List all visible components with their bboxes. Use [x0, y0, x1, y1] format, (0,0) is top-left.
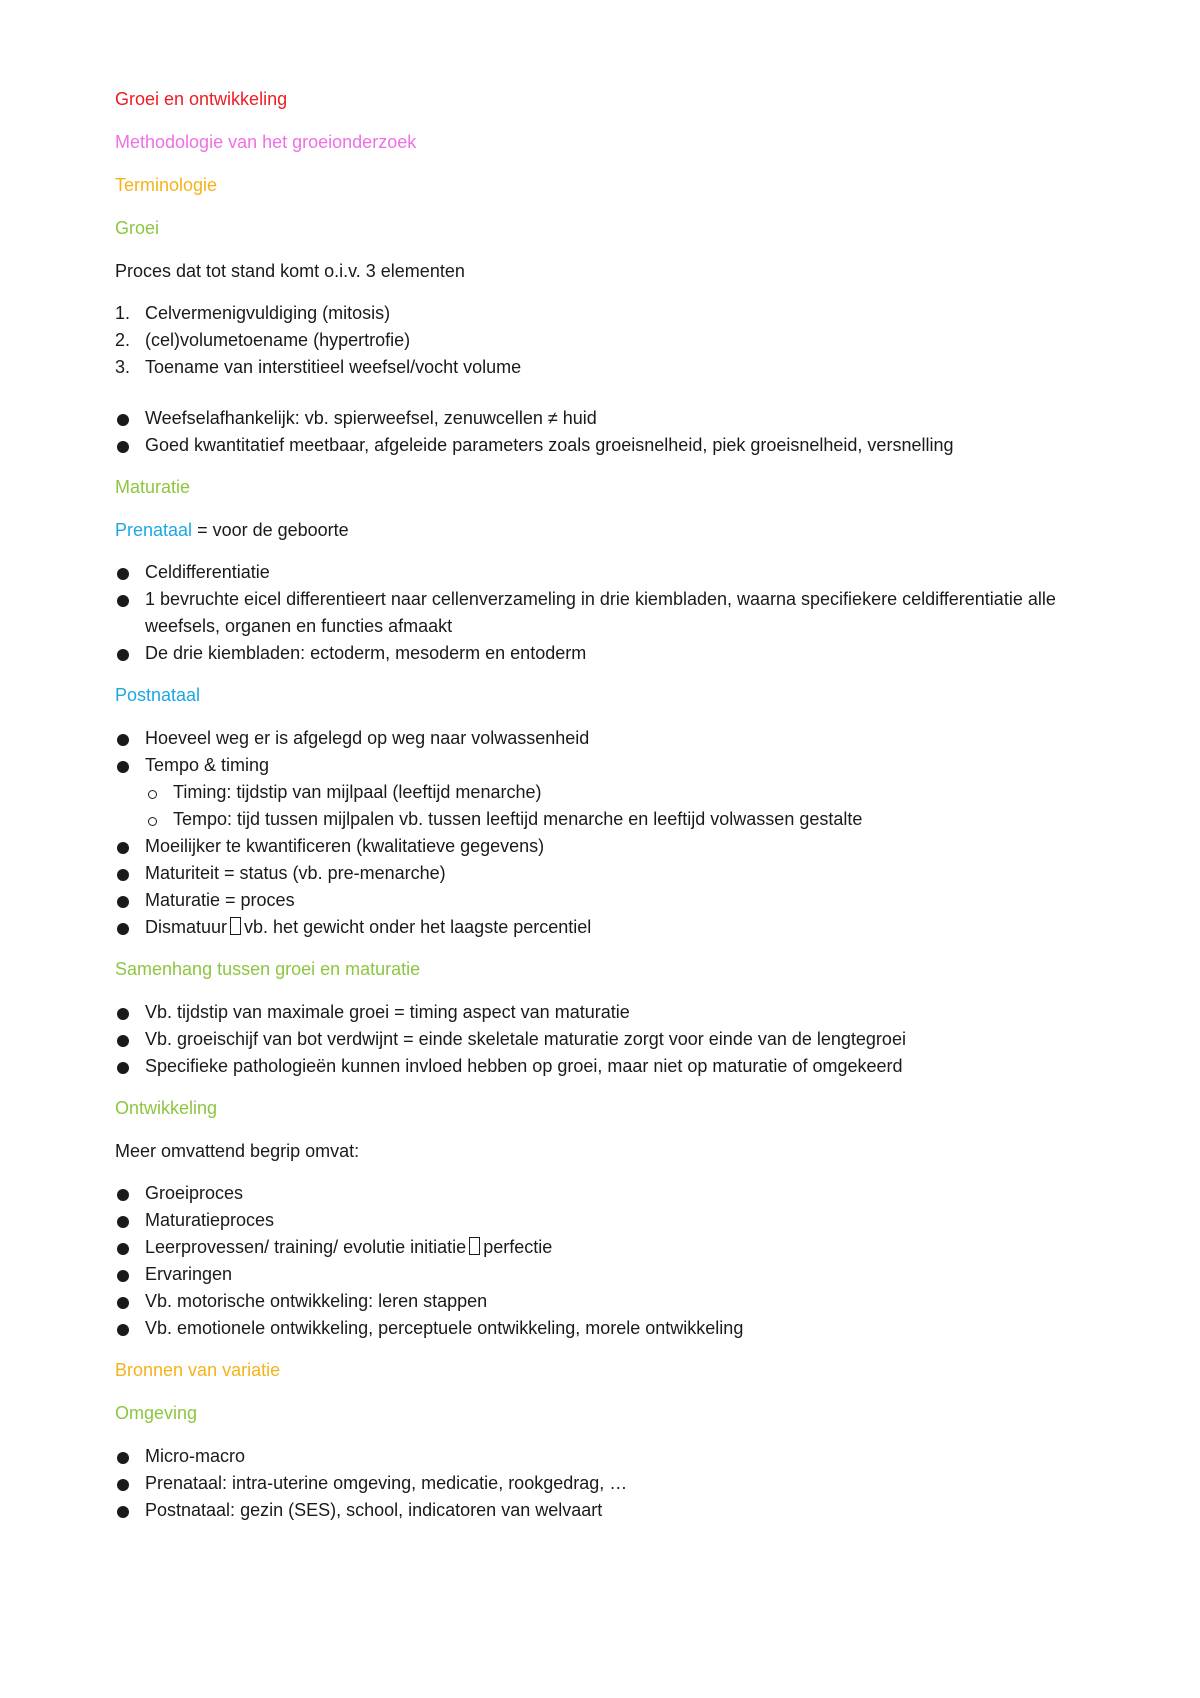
list-item-text: Moeilijker te kwantificeren (kwalitatieve gegevens)	[145, 836, 545, 856]
bullet-icon	[117, 1270, 129, 1282]
list-number: 3.	[115, 357, 131, 377]
list-item	[115, 586, 1115, 640]
list-item	[115, 1443, 1115, 1470]
bullet-icon	[117, 1243, 129, 1255]
list-item	[115, 405, 1115, 432]
heading-omgeving: Omgeving	[115, 1403, 198, 1423]
list-item-text: De drie kiembladen: ectoderm, mesoderm en entoderm	[145, 643, 587, 663]
prenataal-definition: = voor de geboorte	[192, 520, 349, 540]
bullet-icon	[117, 595, 129, 607]
bullet-icon	[117, 1297, 129, 1309]
list-item-text: vb. het gewicht onder het laagste percentiel	[244, 917, 592, 937]
list-item	[115, 1288, 1115, 1315]
list-item	[115, 1315, 1115, 1342]
document-body	[115, 86, 1115, 1539]
bullet-icon	[117, 1035, 129, 1047]
list-number: 2.	[115, 330, 131, 350]
list-item	[115, 999, 1115, 1026]
heading-groei: Groei	[115, 218, 160, 238]
list-item-text: perfectie	[483, 1237, 553, 1257]
list-item-text: Leerprovessen/ training/ evolutie initiatie	[145, 1237, 467, 1257]
heading-postnataal: Postnataal	[115, 685, 201, 705]
list-item	[115, 1207, 1115, 1234]
bullet-icon	[117, 568, 129, 580]
bullet-icon	[117, 761, 129, 773]
heading-methodology: Methodologie van het groeionderzoek	[115, 132, 417, 152]
heading-ontwikkeling: Ontwikkeling	[115, 1098, 218, 1118]
list-item	[115, 1234, 1115, 1261]
bullet-icon	[117, 1216, 129, 1228]
prenataal-bullet-list	[115, 559, 1115, 667]
list-item-text: Vb. motorische ontwikkeling: leren stappen	[145, 1291, 488, 1311]
list-item	[115, 327, 1115, 354]
ontwikkeling-bullet-list	[115, 1180, 1115, 1342]
omgeving-bullet-list	[115, 1443, 1115, 1524]
list-item-text: Maturatieproces	[145, 1210, 275, 1230]
heading-prenataal: Prenataal	[115, 520, 193, 540]
list-item-text: Postnataal: gezin (SES), school, indicatoren van welvaart	[145, 1500, 603, 1520]
list-item	[115, 725, 1115, 752]
samenhang-bullet-list	[115, 999, 1115, 1080]
ontwikkeling-intro: Meer omvattend begrip omvat:	[115, 1141, 360, 1161]
bullet-icon	[117, 896, 129, 908]
list-item-text: Micro-macro	[145, 1446, 246, 1466]
prenataal-line	[115, 517, 1115, 544]
list-item-text: Vb. emotionele ontwikkeling, perceptuele ontwikkeling, morele ontwikkeling	[145, 1318, 744, 1338]
list-item	[115, 1053, 1115, 1080]
list-item	[115, 432, 1115, 459]
list-item	[115, 914, 1115, 941]
list-item-text: Tempo: tijd tussen mijlpalen vb. tussen leeftijd menarche en leeftijd volwassen gestalte	[173, 809, 863, 829]
bullet-icon	[117, 441, 129, 453]
list-item-text: Celdifferentiatie	[145, 562, 270, 582]
list-item	[115, 860, 1115, 887]
list-item	[115, 833, 1115, 860]
sub-bullet-icon	[148, 817, 157, 826]
bullet-icon	[117, 1189, 129, 1201]
list-item-text: Goed kwantitatief meetbaar, afgeleide parameters zoals groeisnelheid, piek groeisnelheid, versnelling	[145, 435, 954, 455]
list-item-text: Hoeveel weg er is afgelegd op weg naar volwassenheid	[145, 728, 590, 748]
list-item-text: Celvermenigvuldiging (mitosis)	[145, 303, 391, 323]
missing-glyph-icon	[230, 917, 241, 935]
list-item-text: (cel)volumetoename (hypertrofie)	[145, 330, 411, 350]
list-item-text: 1 bevruchte eicel differentieert naar cellenverzameling in drie kiembladen, waarna specifiekere celdifferentiatie alle weefsels, organen en functies afmaakt	[145, 589, 1056, 636]
list-item-text: Dismatuur	[145, 917, 228, 937]
groei-intro: Proces dat tot stand komt o.i.v. 3 elementen	[115, 261, 465, 281]
bullet-icon	[117, 869, 129, 881]
list-item-text: Weefselafhankelijk: vb. spierweefsel, zenuwcellen ≠ huid	[145, 408, 597, 428]
sub-list-item	[115, 779, 1115, 806]
bullet-icon	[117, 649, 129, 661]
list-item-text: Vb. tijdstip van maximale groei = timing aspect van maturatie	[145, 1002, 630, 1022]
document-title: Groei en ontwikkeling	[115, 89, 288, 109]
list-item	[115, 752, 1115, 779]
bullet-icon	[117, 1452, 129, 1464]
list-item-text: Maturatie = proces	[145, 890, 295, 910]
list-item	[115, 1497, 1115, 1524]
groei-bullet-list	[115, 405, 1115, 459]
list-item	[115, 354, 1115, 381]
bullet-icon	[117, 1479, 129, 1491]
list-item	[115, 1180, 1115, 1207]
list-item	[115, 1261, 1115, 1288]
sub-list-item	[115, 806, 1115, 833]
list-item-text: Vb. groeischijf van bot verdwijnt = einde skeletale maturatie zorgt voor einde van de lengtegroei	[145, 1029, 906, 1049]
list-item	[115, 559, 1115, 586]
missing-glyph-icon	[469, 1237, 480, 1255]
list-item	[115, 887, 1115, 914]
list-item-text: Timing: tijdstip van mijlpaal (leeftijd menarche)	[173, 782, 542, 802]
heading-maturatie: Maturatie	[115, 477, 191, 497]
list-item-text: Prenataal: intra-uterine omgeving, medicatie, rookgedrag, …	[145, 1473, 628, 1493]
list-item-text: Specifieke pathologieën kunnen invloed hebben op groei, maar niet op maturatie of omgekeerd	[145, 1056, 903, 1076]
bullet-icon	[117, 1324, 129, 1336]
heading-samenhang: Samenhang tussen groei en maturatie	[115, 959, 421, 979]
postnataal-bullet-list	[115, 725, 1115, 941]
list-item	[115, 300, 1115, 327]
list-item-text: Ervaringen	[145, 1264, 233, 1284]
groei-numbered-list	[115, 300, 1115, 381]
list-item	[115, 1470, 1115, 1497]
bullet-icon	[117, 1506, 129, 1518]
heading-bronnen: Bronnen van variatie	[115, 1360, 281, 1380]
list-item-text: Tempo & timing	[145, 755, 270, 775]
bullet-icon	[117, 414, 129, 426]
heading-terminology: Terminologie	[115, 175, 218, 195]
bullet-icon	[117, 734, 129, 746]
list-item	[115, 640, 1115, 667]
bullet-icon	[117, 1008, 129, 1020]
bullet-icon	[117, 923, 129, 935]
sub-bullet-icon	[148, 790, 157, 799]
list-item-text: Groeiproces	[145, 1183, 244, 1203]
list-item-text: Toename van interstitieel weefsel/vocht volume	[145, 357, 522, 377]
bullet-icon	[117, 1062, 129, 1074]
list-item	[115, 1026, 1115, 1053]
list-number: 1.	[115, 303, 131, 323]
list-item-text: Maturiteit = status (vb. pre-menarche)	[145, 863, 446, 883]
bullet-icon	[117, 842, 129, 854]
